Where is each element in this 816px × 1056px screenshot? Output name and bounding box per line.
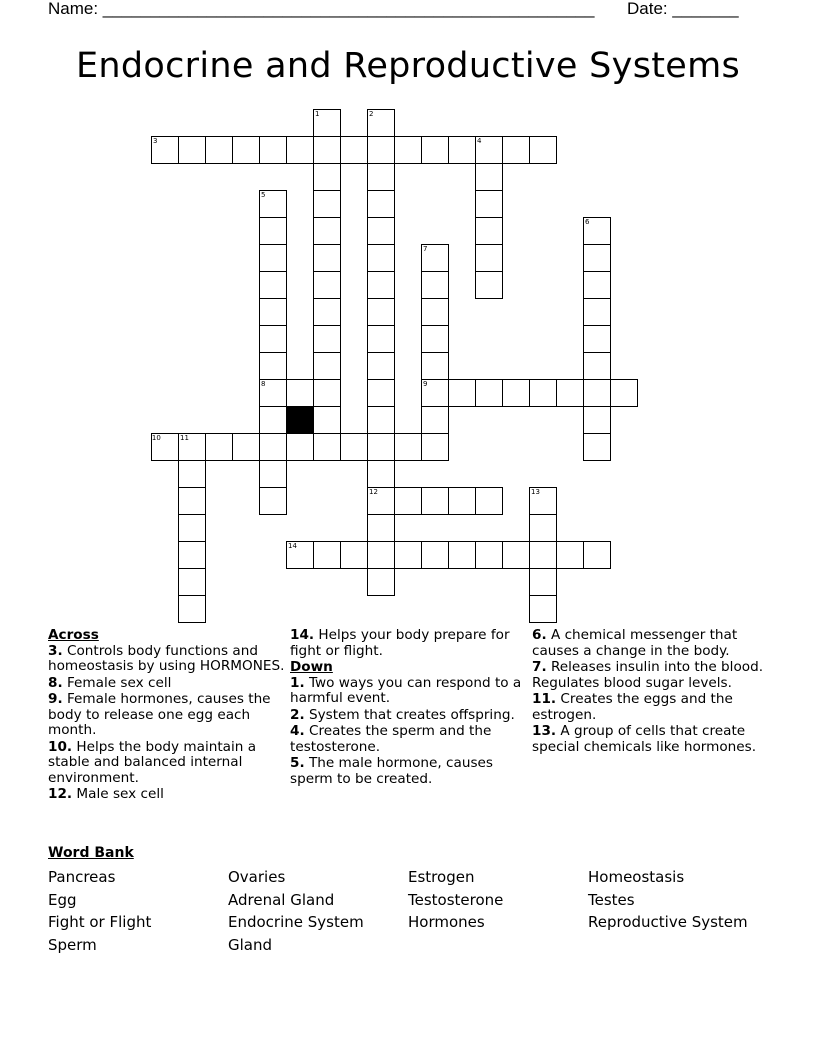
grid-cell[interactable] <box>313 433 341 461</box>
clue-text: Controls body functions and homeostasis by using HORMONES. <box>48 642 285 674</box>
grid-cell[interactable] <box>232 433 260 461</box>
clue-number-label: 10 <box>151 434 161 442</box>
grid-cell[interactable] <box>313 298 341 326</box>
word-bank-item: Adrenal Gland <box>228 890 335 909</box>
grid-cell[interactable] <box>205 433 233 461</box>
grid-cell[interactable] <box>313 163 341 191</box>
grid-cell[interactable] <box>178 487 206 515</box>
grid-cell[interactable] <box>367 406 395 434</box>
grid-cell[interactable] <box>313 136 341 164</box>
grid-cell[interactable] <box>502 136 530 164</box>
grid-cell[interactable] <box>394 487 422 515</box>
grid-cell[interactable] <box>286 136 314 164</box>
grid-cell[interactable] <box>340 541 368 569</box>
grid-cell[interactable] <box>421 541 449 569</box>
black-square <box>286 406 313 433</box>
page-title: Endocrine and Reproductive Systems <box>75 46 741 86</box>
name-field[interactable]: Name: ____________________________________________________ <box>48 0 595 18</box>
grid-cell[interactable] <box>475 379 503 407</box>
grid-cell[interactable] <box>367 433 395 461</box>
word-bank-item: Testosterone <box>408 890 504 909</box>
clue-text: Creates the sperm and the testosterone. <box>290 723 492 755</box>
grid-cell[interactable] <box>583 433 611 461</box>
grid-cell[interactable] <box>313 271 341 299</box>
clue-number-label: 2 <box>369 110 374 118</box>
clue-text: A group of cells that create special chemicals like hormones. <box>532 723 757 755</box>
grid-cell[interactable] <box>502 541 530 569</box>
clue-item <box>290 628 528 659</box>
clue-number: 4. <box>290 723 305 739</box>
grid-cell[interactable] <box>583 352 611 380</box>
clue-text: System that creates offspring. <box>308 706 515 723</box>
grid-cell[interactable] <box>421 433 449 461</box>
grid-cell[interactable] <box>259 352 287 380</box>
word-bank-item: Homeostasis <box>588 868 685 886</box>
word-bank-item: Pancreas <box>48 868 116 886</box>
word-bank-item: Sperm <box>48 936 97 955</box>
grid-cell[interactable] <box>259 487 287 515</box>
grid-cell[interactable] <box>529 379 557 407</box>
clue-item <box>48 787 286 803</box>
grid-cell[interactable] <box>475 163 503 191</box>
grid-cell[interactable] <box>259 406 287 434</box>
clue-item <box>532 660 770 691</box>
grid-cell[interactable] <box>259 298 287 326</box>
grid-cell[interactable] <box>286 433 314 461</box>
grid-cell[interactable] <box>421 487 449 515</box>
grid-cell[interactable] <box>367 298 395 326</box>
grid-cell[interactable] <box>367 352 395 380</box>
clue-number: 2. <box>290 706 305 723</box>
grid-cell[interactable] <box>448 541 476 569</box>
grid-cell[interactable] <box>178 568 206 596</box>
grid-cell[interactable] <box>475 541 503 569</box>
grid-cell[interactable] <box>340 136 368 164</box>
word-bank-item: Estrogen <box>408 868 475 886</box>
clue-number: 7. <box>532 659 547 675</box>
clue-number-label: 12 <box>369 488 378 496</box>
clue-number: 13. <box>532 723 557 739</box>
date-field[interactable]: Date: _______ <box>627 0 739 18</box>
grid-cell[interactable] <box>394 541 422 569</box>
grid-cell[interactable] <box>583 379 611 407</box>
grid-cell[interactable] <box>313 541 341 569</box>
clue-text: Two ways you can respond to a harmful event. <box>290 674 522 706</box>
clue-number: 14. <box>290 627 315 643</box>
grid-cell[interactable] <box>367 190 395 218</box>
word-bank-title: Word Bank <box>48 845 134 861</box>
clue-text: The male hormone, causes sperm to be created. <box>290 755 493 787</box>
grid-cell[interactable] <box>529 568 557 596</box>
grid-cell[interactable] <box>529 514 557 542</box>
grid-cell[interactable] <box>448 379 476 407</box>
grid-cell[interactable] <box>448 136 476 164</box>
grid-cell[interactable] <box>583 298 611 326</box>
clue-item <box>290 676 528 707</box>
grid-cell[interactable] <box>313 325 341 353</box>
grid-cell[interactable] <box>367 514 395 542</box>
grid-cell[interactable] <box>367 271 395 299</box>
grid-cell[interactable] <box>475 487 503 515</box>
grid-cell[interactable] <box>259 271 287 299</box>
grid-cell[interactable] <box>529 541 557 569</box>
grid-cell[interactable] <box>367 379 395 407</box>
grid-cell[interactable] <box>313 217 341 245</box>
clue-number-label: 9 <box>423 380 428 388</box>
grid-cell[interactable] <box>583 271 611 299</box>
clues-column-3 <box>532 628 770 756</box>
word-bank-item: Ovaries <box>228 868 286 886</box>
grid-cell[interactable] <box>178 595 206 623</box>
grid-cell[interactable] <box>367 217 395 245</box>
clue-item <box>48 692 286 739</box>
grid-cell[interactable] <box>610 379 638 407</box>
clue-item <box>290 756 528 787</box>
grid-cell[interactable] <box>394 136 422 164</box>
clue-number: 11. <box>532 691 557 707</box>
grid-cell[interactable] <box>178 136 206 164</box>
grid-cell[interactable] <box>259 433 287 461</box>
clue-text: Releases insulin into the blood. Regulates blood sugar levels. <box>532 659 764 691</box>
word-bank-item: Gland <box>228 936 273 955</box>
grid-cell[interactable] <box>475 244 503 272</box>
grid-cell[interactable] <box>556 379 584 407</box>
word-bank-item: Egg <box>48 890 77 909</box>
grid-cell[interactable] <box>178 541 206 569</box>
clue-number-label: 3 <box>153 137 158 145</box>
grid-cell[interactable] <box>583 325 611 353</box>
clue-text: Helps the body maintain a stable and balanced internal environment. <box>48 738 257 786</box>
grid-cell[interactable] <box>421 136 449 164</box>
clue-number: 1. <box>290 674 305 691</box>
clue-text: Male sex cell <box>76 786 164 802</box>
word-bank-item: Fight or Flight <box>48 913 152 932</box>
down-heading: Down <box>290 659 333 675</box>
clue-number-label: 6 <box>585 218 590 226</box>
grid-cell[interactable] <box>340 433 368 461</box>
grid-cell[interactable] <box>421 271 449 299</box>
grid-cell[interactable] <box>448 487 476 515</box>
grid-cell[interactable] <box>529 136 557 164</box>
clue-number-label: 8 <box>261 380 266 388</box>
grid-cell[interactable] <box>367 136 395 164</box>
clue-text: Helps your body prepare for fight or flight. <box>290 627 510 659</box>
clue-item <box>532 724 770 755</box>
grid-cell[interactable] <box>259 325 287 353</box>
word-bank-item: Testes <box>588 890 635 909</box>
grid-cell[interactable] <box>367 325 395 353</box>
grid-cell[interactable] <box>313 190 341 218</box>
grid-cell[interactable] <box>556 541 584 569</box>
clue-text: Female hormones, causes the body to release one egg each month. <box>48 691 271 738</box>
grid-cell[interactable] <box>529 595 557 623</box>
clue-item <box>48 644 286 675</box>
clue-item <box>290 724 528 755</box>
clue-number: 3. <box>48 642 63 659</box>
grid-cell[interactable] <box>394 433 422 461</box>
grid-cell[interactable] <box>313 406 341 434</box>
grid-cell[interactable] <box>205 136 233 164</box>
grid-cell[interactable] <box>259 244 287 272</box>
across-heading: Across <box>48 627 99 643</box>
grid-cell[interactable] <box>475 217 503 245</box>
grid-cell[interactable] <box>475 271 503 299</box>
grid-cell[interactable] <box>313 244 341 272</box>
grid-cell[interactable] <box>367 568 395 596</box>
clue-number: 6. <box>532 627 547 643</box>
grid-cell[interactable] <box>313 352 341 380</box>
clue-number: 8. <box>48 674 63 691</box>
clue-item <box>532 692 770 723</box>
grid-cell[interactable] <box>367 244 395 272</box>
grid-cell[interactable] <box>583 541 611 569</box>
clues-column-2 <box>290 628 528 788</box>
clue-number: 10. <box>48 738 73 755</box>
grid-cell[interactable] <box>178 460 206 488</box>
clue-number-label: 7 <box>423 245 428 253</box>
clue-number-label: 5 <box>261 191 266 199</box>
clue-text: Female sex cell <box>66 674 172 691</box>
word-bank-item: Endocrine System <box>228 913 364 932</box>
grid-cell[interactable] <box>367 541 395 569</box>
clue-number: 9. <box>48 691 63 707</box>
clue-text: Creates the eggs and the estrogen. <box>532 691 733 723</box>
clue-item <box>290 708 528 724</box>
grid-cell[interactable] <box>502 379 530 407</box>
grid-cell[interactable] <box>367 460 395 488</box>
grid-cell[interactable] <box>421 325 449 353</box>
grid-cell[interactable] <box>583 406 611 434</box>
grid-cell[interactable] <box>475 190 503 218</box>
word-bank-item: Hormones <box>408 913 485 932</box>
grid-cell[interactable] <box>232 136 260 164</box>
clue-text: A chemical messenger that causes a change in the body. <box>532 627 738 659</box>
clue-item <box>48 740 286 787</box>
clue-item <box>532 628 770 659</box>
clue-number-label: 11 <box>180 434 189 442</box>
clues-column-1 <box>48 628 286 804</box>
clue-number: 5. <box>290 755 305 771</box>
grid-cell[interactable] <box>421 352 449 380</box>
clue-number-label: 14 <box>288 542 297 550</box>
grid-cell[interactable] <box>421 298 449 326</box>
grid-cell[interactable] <box>259 136 287 164</box>
grid-cell[interactable] <box>286 379 314 407</box>
clue-number: 12. <box>48 786 73 802</box>
grid-cell[interactable] <box>367 163 395 191</box>
grid-cell[interactable] <box>583 244 611 272</box>
clue-number-label: 4 <box>477 137 482 145</box>
grid-cell[interactable] <box>259 460 287 488</box>
grid-cell[interactable] <box>259 217 287 245</box>
grid-cell[interactable] <box>178 514 206 542</box>
word-bank <box>48 866 808 957</box>
clue-item <box>48 676 286 692</box>
clue-number-label: 1 <box>315 110 320 118</box>
clue-number-label: 13 <box>531 488 540 496</box>
grid-cell[interactable] <box>313 379 341 407</box>
grid-cell[interactable] <box>421 406 449 434</box>
word-bank-item: Reproductive System <box>588 913 748 932</box>
